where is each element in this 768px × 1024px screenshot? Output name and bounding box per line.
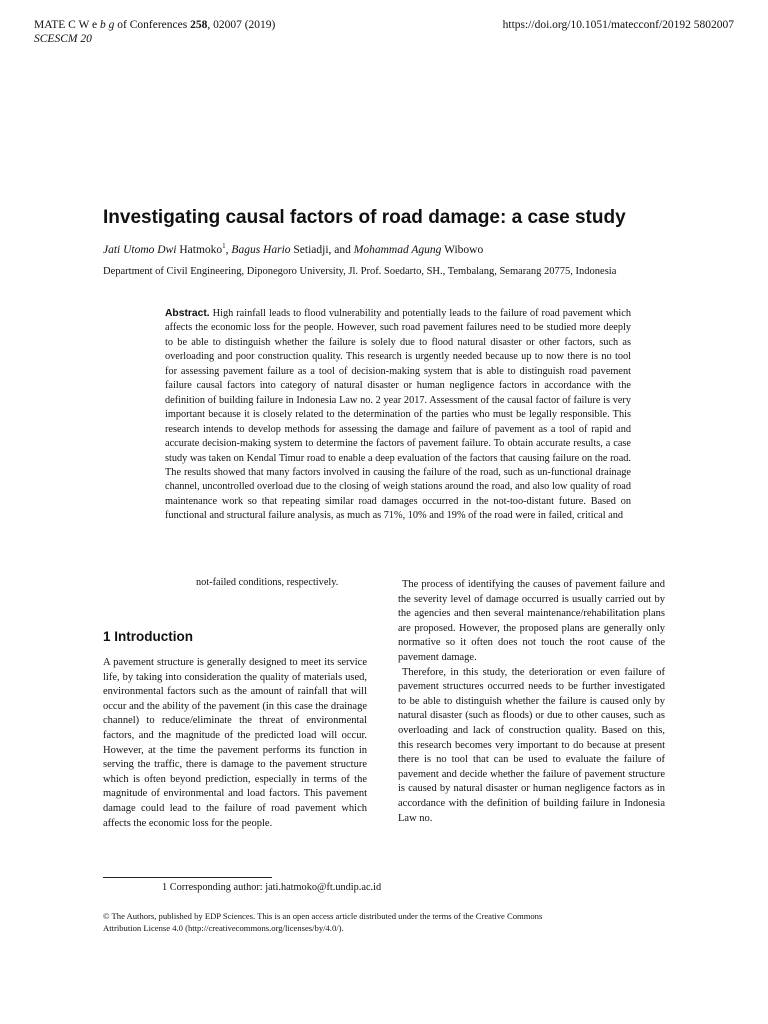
running-header (34, 18, 275, 46)
author-3-given: Mohammad Agung (353, 243, 442, 256)
intro-paragraph-3: Therefore, in this study, the deterioration or even failure of pavement structures occurred needs to be further investigated to be able to distinguish whether the failure is caused only by natural disaster (such as floods) or due to other causes, such as overloading and lack of construction quality. Based on this, this research becomes very important to do because at present there is no tool that can be used to evaluate the failure of pavement and decide whether the failure of pavement structure is caused by natural disaster or human negligence factors as in accordance with the definition of building failure in Indonesia Law no. (398, 666, 665, 824)
license-line-2: Attribution License 4.0 (http://creativecommons.org/licenses/by/4.0/). (103, 923, 344, 933)
journal-suffix: of Conferences (117, 19, 188, 31)
footnote-divider (103, 877, 272, 878)
journal-prefix: MATE C W e (34, 19, 98, 31)
license-line-1: © The Authors, published by EDP Sciences. This is an open access article distributed under the terms of the Creative Commons (103, 911, 543, 921)
abstract (165, 307, 631, 524)
license-notice (103, 910, 663, 934)
corresponding-author-footnote: 1 Corresponding author: jati.hatmoko@ft.undip.ac.id (162, 882, 382, 893)
conference-name: SCESCM 20 (34, 33, 92, 45)
author-3-surname: Wibowo (444, 243, 484, 256)
abstract-text: High rainfall leads to flood vulnerability and potentially leads to the failure of road pavement which affects the economic loss for the people. However, such road pavement failures need to be studied more deeply to be able to distinguish whether the failure is solely due to flood natural disaster or other factors, such as overloading and poor construction quality. This research is urgently needed because up to now there is no tool for assessing pavement failure as a tool of decision-making system that is able to distinguish road pavement failure causal factors into category of natural disaster or human negligence factors in accordance with the definition of building failure in Indonesia Law no. 2 year 2017. Assessment of the causal factor of failure is very important because it is closely related to the determination of the parties who must be legally responsible. This research intends to develop methods for assessing the damage and failure of pavement as a tool of rapid and accurate decision-making system to determine the factors of pavement failure. To obtain accurate results, a case study was taken on Kendal Timur road to enable a deep evaluation of the factors that causing failure on the road. The results showed that many factors involved in causing the failure of the road, such as un-functional drainage channel, uncontrolled overload due to the closing of weigh stations around the road, and also low quality of road maintenance work so that repeating similar road damages occurred in the not-too-distant future. Based on functional and structural failure analysis, as much as 71%, 10% and 19% of the road were in failed, critical and (165, 308, 631, 522)
paper-title: Investigating causal factors of road damage: a case study (103, 207, 626, 228)
intro-paragraph-2: The process of identifying the causes of pavement failure and the severity level of damage occurred is usually carried out by the agencies and then several maintenance/rehabilitation plans are proposed. However, the proposed plans are generally only normative so it often does not touch the root cause of the pavement damage. (398, 579, 665, 663)
author-2-given: Bagus Hario (231, 243, 291, 256)
left-column (103, 656, 367, 831)
author-2-surname: Setiadji, (293, 243, 332, 256)
right-column (398, 578, 665, 826)
intro-paragraph-1: A pavement structure is generally designed to meet its service life, by taking into consideration the quality of materials used, environmental factors such as the amount of rainfall that will occur and the ability of the pavement (in this case the drainage channel) to reduce/eliminate the threat of environmental factors, and the magnitude of the predicted load will occur. However, at the time the pavement performs its function in serving the traffic, there is damage to the pavement structure which is often beyond prediction, especially in terms of the magnitude of environmental and load factors. This pavement damage could lead to the failure of road pavement which affects the economic loss for the people. (103, 657, 367, 829)
journal-line (34, 18, 275, 32)
journal-article: , 02007 (2019) (207, 19, 276, 31)
author-1-surname: Hatmoko (179, 243, 223, 256)
doi-link[interactable]: https://doi.org/10.1051/matecconf/20192 5802007 (502, 19, 734, 31)
abstract-label: Abstract. (165, 308, 210, 319)
author-1-given: Jati Utomo Dwi (103, 243, 177, 256)
journal-mid: b (100, 19, 106, 31)
author-joiner: and (334, 243, 351, 256)
journal-gap: g (108, 19, 115, 31)
abstract-continuation: not-failed conditions, respectively. (196, 577, 339, 588)
author-list: Jati Utomo Dwi Hatmoko$^1$, Bagus Hario Setiadji, and Mohammad Agung Wibowo (103, 242, 484, 256)
journal-volume: 258 (190, 19, 208, 31)
author-1-footnote-mark: 1 (222, 242, 226, 250)
affiliation: Department of Civil Engineering, Diponegoro University, Jl. Prof. Soedarto, SH., Tembalang, Semarang 20775, Indonesia (103, 266, 617, 277)
section-heading: 1 Introduction (103, 629, 193, 644)
